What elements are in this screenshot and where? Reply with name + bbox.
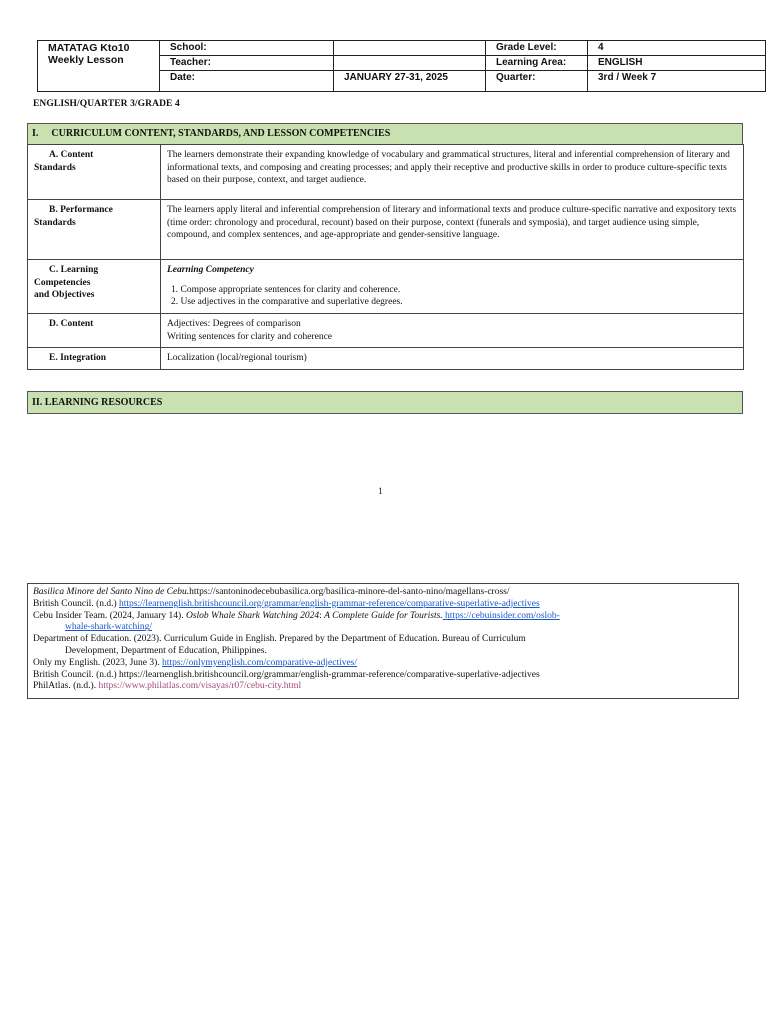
date-label: Date:: [160, 71, 334, 92]
quarter-value: 3rd / Week 7: [588, 71, 766, 92]
reference-item: Only my English. (2023, June 3). https://onlymyenglish.com/comparative-adjectives/: [33, 657, 358, 668]
reference-link[interactable]: https://www.philatlas.com/visayas/r07/cebu-city.html: [98, 681, 302, 692]
title-line-2: Weekly Lesson: [48, 54, 124, 66]
reference-item: Cebu Insider Team. (2024, January 14). Oslob Whale Shark Watching 2024: A Complete Guide for Tourists. https://cebuinsider.com/oslob- whale-shark-watching/: [33, 610, 560, 633]
competencies-content: [161, 260, 744, 314]
section-1-heading: [27, 123, 743, 145]
school-value: [334, 41, 486, 56]
references-box: [27, 583, 739, 699]
date-value: JANUARY 27-31, 2025: [334, 71, 486, 92]
content-row: [28, 314, 744, 348]
teacher-value: [334, 56, 486, 71]
curriculum-table: [27, 144, 744, 370]
reference-item: British Council. (n.d.) https://learnenglish.britishcouncil.org/grammar/english-grammar-reference/comparative-superlative-adjectives: [33, 669, 540, 680]
content-standards-label: A. Content Standards: [28, 145, 161, 200]
learning-area-label: Learning Area:: [486, 56, 588, 71]
competency-item: 2. Use adjectives in the comparative and superlative degrees.: [171, 297, 403, 307]
teacher-label: Teacher:: [160, 56, 334, 71]
reference-link[interactable]: https://onlymyenglish.com/comparative-adjectives/: [162, 657, 358, 668]
integration-label: E. Integration: [28, 348, 161, 370]
page-number: 1: [378, 487, 383, 497]
reference-item: PhilAtlas. (n.d.). https://www.philatlas.com/visayas/r07/cebu-city.html: [33, 681, 302, 692]
school-label: School:: [160, 41, 334, 56]
integration-row: [28, 348, 744, 370]
reference-item: British Council. (n.d.) https://learnenglish.britishcouncil.org/grammar/english-grammar-reference/comparative-superlative-adjectives: [33, 598, 540, 609]
competencies-label: C. Learning Competencies and Objectives: [28, 260, 161, 314]
competency-title: Learning Competency: [167, 265, 254, 275]
grade-line: ENGLISH/QUARTER 3/GRADE 4: [33, 99, 180, 109]
grade-level-label: Grade Level:: [486, 41, 588, 56]
reference-link-cont[interactable]: whale-shark-watching/: [65, 622, 153, 633]
grade-level-value: 4: [588, 41, 766, 56]
content-text: Adjectives: Degrees of comparison Writing sentences for clarity and coherence: [161, 314, 744, 348]
section-1-number: I.: [32, 128, 39, 139]
quarter-label: Quarter:: [486, 71, 588, 92]
content-label: D. Content: [28, 314, 161, 348]
performance-standards-label: B. Performance Standards: [28, 200, 161, 260]
learning-area-value: ENGLISH: [588, 56, 766, 71]
reference-item: Department of Education. (2023). Curriculum Guide in English. Prepared by the Department of Education. Bureau of Curriculum Development, Department of Education, Philippines.: [33, 634, 526, 656]
competencies-row: [28, 260, 744, 314]
performance-standards-row: [28, 200, 744, 260]
reference-link[interactable]: https://learnenglish.britishcouncil.org/grammar/english-grammar-reference/comparative-superlative-adjectives: [119, 598, 540, 609]
section-1-title: CURRICULUM CONTENT, STANDARDS, AND LESSON COMPETENCIES: [51, 128, 391, 139]
content-standards-row: [28, 145, 744, 200]
content-standards-text: The learners demonstrate their expanding knowledge of vocabulary and grammatical structures, literal and inferential comprehension of literary and informational texts, and composing and creating processes; and apply their receptive and productive skills in order to produce culture-specific texts based on their purpose, context, and target audience.: [161, 145, 744, 200]
title-line-1: MATATAG Kto10: [48, 42, 130, 54]
reference-item: Basilica Minore del Santo Nino de Cebu.https://santoninodecebubasilica.org/basilica-minore-del-santo-nino/magellans-cross/: [33, 587, 510, 597]
section-2-heading: II. LEARNING RESOURCES: [27, 391, 743, 414]
lesson-title: [38, 41, 160, 92]
reference-link[interactable]: https://cebuinsider.com/oslob-: [442, 610, 560, 621]
performance-standards-text: The learners apply literal and inferential comprehension of literary and informational texts and produce culture-specific narrative and expository texts (time order: chronology and procedural, recount) based on their purpose, context (funerals and symposia), and target audience using simple, compound, and complex sentences, and age-appropriate and gender-sensitive language.: [161, 200, 744, 260]
lesson-header-table: [37, 40, 766, 92]
competency-item: 1. Compose appropriate sentences for clarity and coherence.: [171, 284, 401, 295]
integration-text: Localization (local/regional tourism): [161, 348, 744, 370]
